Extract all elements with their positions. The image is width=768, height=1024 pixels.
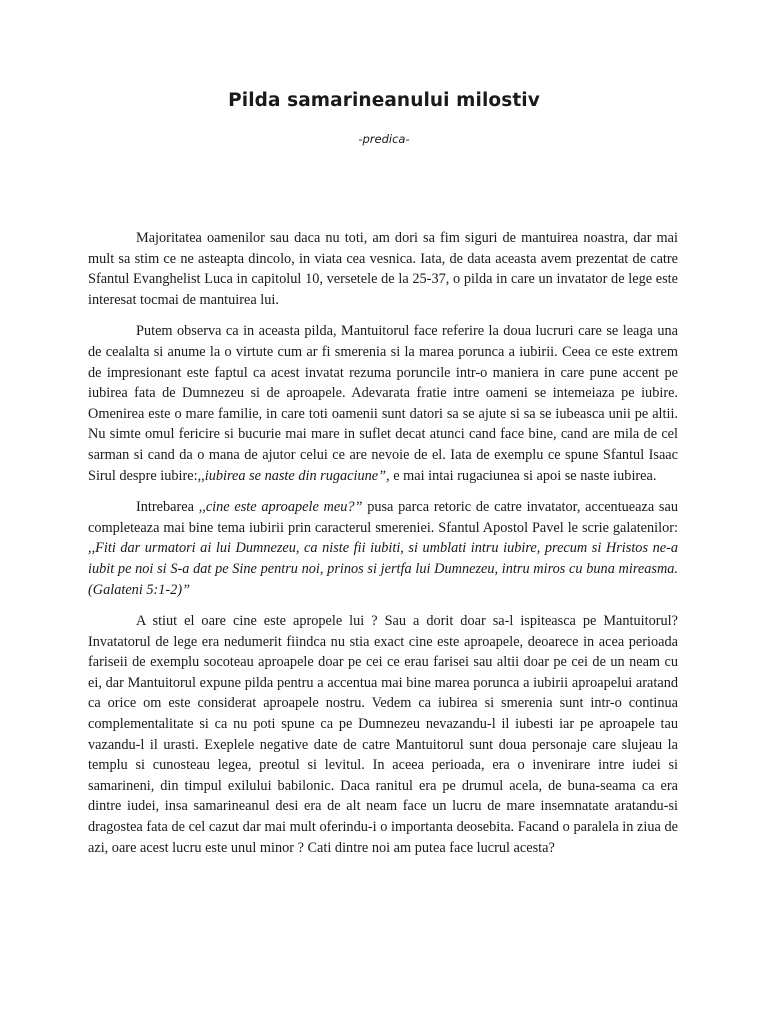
document-body [88, 228, 678, 869]
quoted-text: ,,iubirea se naste din rugaciune”, [197, 467, 390, 484]
document-subtitle: -predica- [358, 132, 410, 146]
paragraph [88, 321, 678, 486]
paragraph [88, 228, 678, 310]
paragraph [88, 611, 678, 858]
quoted-text: ,,Fiti dar urmatori ai lui Dumnezeu, ca niste fii iubiti, si umblati intru iubire, precum si Hristos ne-a iubit pe noi si S-a dat pe Sine pentru noi, prinos si jertfa lui Dumnezeu, intru miros cu buna mireasma. (Galateni 5:1-2)” [88, 540, 678, 598]
text-run: A stiut el oare cine este apropele lui ? Sau a dorit doar sa-l ispiteasca pe Mantuitorul? Invatatorul de lege era nedumerit fiindca nu stia exact cine este aproapele, deoarece in acea perioada fariseii de exemplu socoteau aproapele doar pe cei ce erau farisei sau altii doar pe cei de un neam cu ei, dar Mantuitorul expune pilda pentru a accentua mai bine marea porunca a iubirii aproapelui aratand ca orice om este considerat aproapele nostru. Vedem ca iubirea si smerenia sunt intr-o continua complementalitate si ca nu poti spune ca pe Dumnezeu nevazandu-l il iubesti iar pe aproapele tau vazandu-l il urasti. Exeplele negative date de catre Mantuitorul sunt doua personaje care slujeau la templu si cunosteau legea, preotul si levitul. In aceea perioada, era o invenirare intre iudei si samarineni, din timpul exilului babilonic. Daca ranitul era pe drumul acela, de buna-seama ca era dintre iudei, insa samarineanul desi era de alt neam face un lucru de mare insemnatate aratandu-si dragostea fata de cel cazut dar mai mult oferindu-i o importanta deosebita. Facand o paralela in ziua de azi, oare acest lucru este unul minor ? Cati dintre noi am putea face lucrul acesta? [88, 613, 678, 856]
text-run: Majoritatea oamenilor sau daca nu toti, am dori sa fim siguri de mantuirea noastra, dar mai mult sa stim ce ne asteapta dincolo, in viata cea vesnica. Iata, de data aceasta avem prezentat de catre Sfantul Evanghelist Luca in capitolul 10, versetele de la 25-37, o pilda in care un invatator de lege este interesat tocmai de mantuirea lui. [88, 230, 678, 308]
paragraph [88, 497, 678, 600]
text-run: pusa parca retoric de catre invatator, accentueaza sau completeaza mai bine tema iubirii prin caracterul smereniei. Sfantul Apostol Pavel le scrie galatenilor: [88, 499, 678, 536]
text-run: Putem observa ca in aceasta pilda, Mantuitorul face referire la doua lucruri care se leaga una de cealalta si anume la o virtute cum ar fi smerenia si la marea porunca a iubirii. Ceea ce este extrem de impresionant este faptul ca acest invatat rezuma poruncile intr-o maniera in care pune accent pe iubirea fata de Dumnezeu si de aproapele. Adevarata fratie intre oameni se intemeiaza pe iubire. Omenirea este o mare familie, in care toti oamenii sunt datori sa se ajute si sa se iubeasca unii pe altii. Nu simte omul fericire si bucurie mai mare in suflet decat atunci cand face bine, cand are mila de cel sarman si cand da o mana de ajutor celui ce are nevoie de el. Iata de exemplu ce spune Sfantul Isaac Sirul despre iubire: [88, 323, 678, 484]
text-run: Intrebarea [136, 499, 199, 516]
document-title: Pilda samarineanului milostiv [228, 90, 540, 111]
text-run: e mai intai rugaciunea si apoi se naste iubirea. [389, 467, 657, 484]
quoted-text: ,,cine este aproapele meu?” [198, 499, 363, 516]
